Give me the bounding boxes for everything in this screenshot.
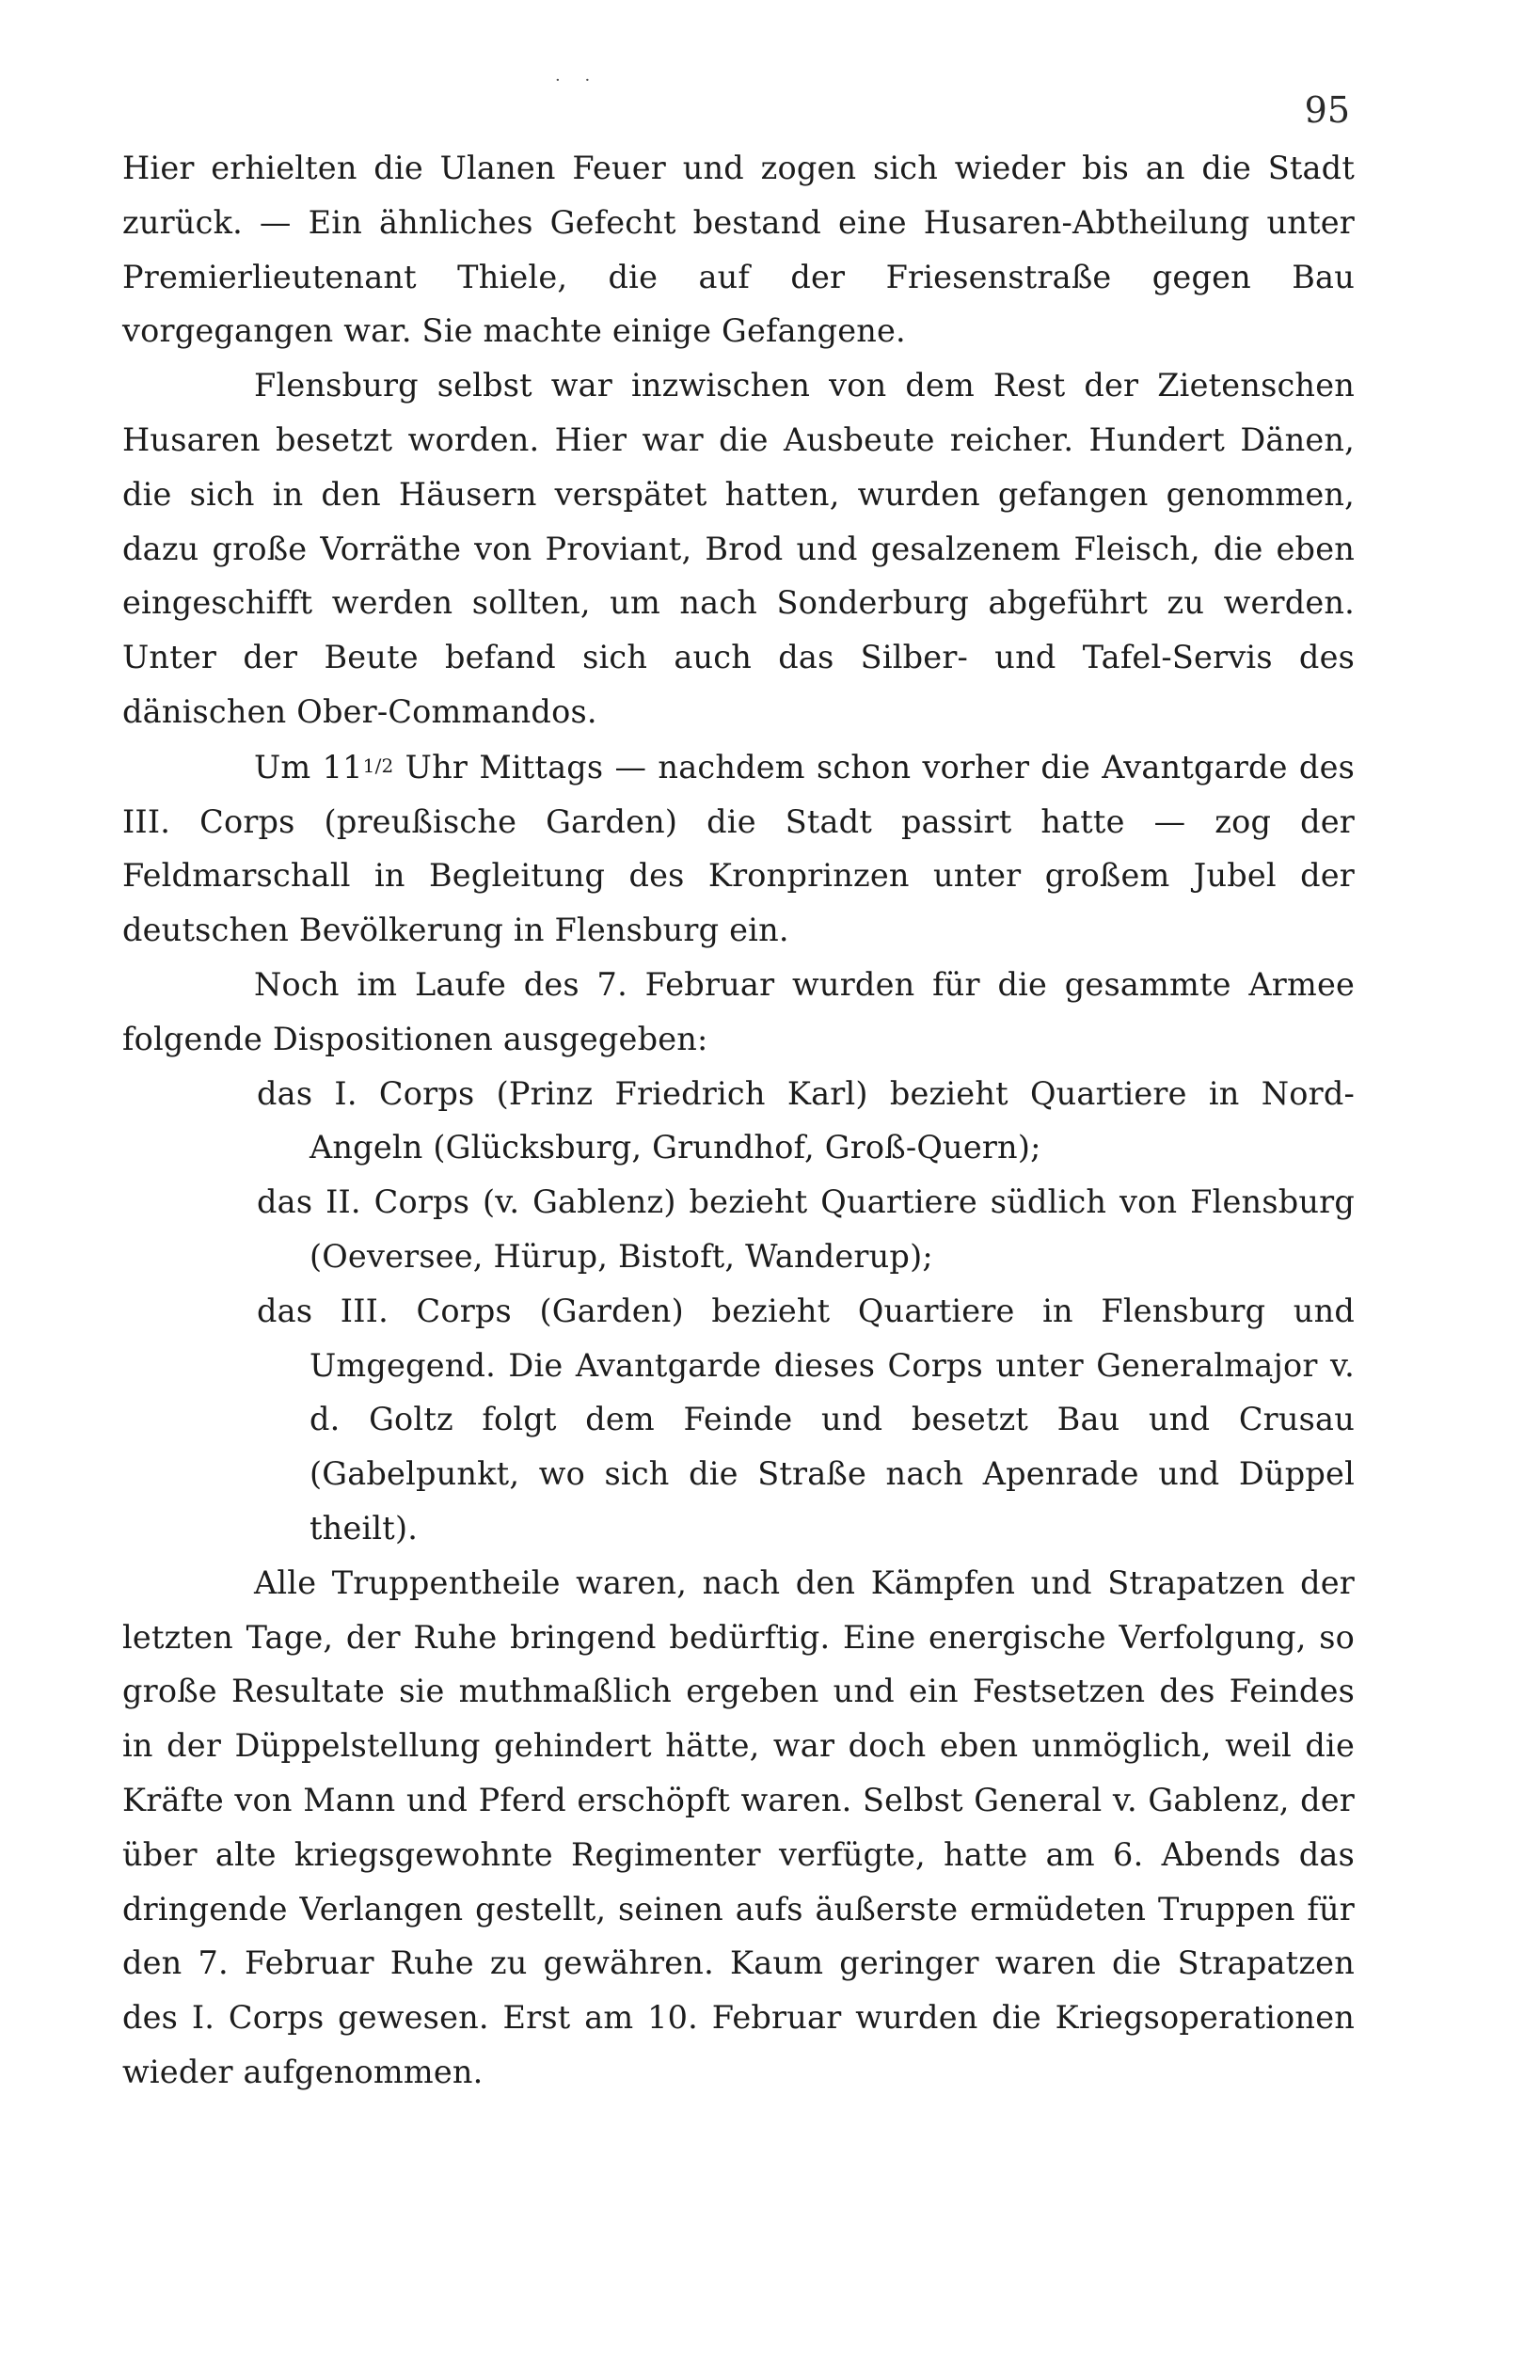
paragraph-3 bbox=[122, 739, 1355, 958]
page-number: 95 bbox=[1304, 89, 1350, 131]
page-specks: · · bbox=[555, 71, 600, 90]
body-text bbox=[122, 141, 1355, 2100]
fraction-half: 1/2 bbox=[362, 754, 394, 777]
disposition-corps-2: das II. Corps (v. Gablenz) bezieht Quartiere südlich von Flensburg (Oeversee, Hürup, Bistoft, Wanderup); bbox=[257, 1183, 1355, 1275]
paragraph-1: Hier erhielten die Ulanen Feuer und zogen sich wieder bis an die Stadt zurück. — Ein ähnliches Gefecht bestand eine Husaren-Abtheilung unter Premierlieutenant Thiele, die auf der Friesenstraße gegen Bau vorgegangen war. Sie machte einige Gefangene. bbox=[122, 150, 1355, 350]
paragraph-3-start: Um 11 bbox=[254, 748, 363, 785]
disposition-corps-3: das III. Corps (Garden) bezieht Quartiere in Flensburg und Umgegend. Die Avantgarde dieses Corps unter Generalmajor v. d. Goltz folgt dem Feinde und besetzt Bau und Crusau (Gabelpunkt, wo sich die Straße nach Apenrade und Düppel theilt). bbox=[257, 1292, 1355, 1547]
paragraph-2: Flensburg selbst war inzwischen von dem Rest der Zietenschen Husaren besetzt worden. Hier war die Ausbeute reicher. Hundert Dänen, die sich in den Häusern verspätet hatten, wurden gefangen genommen, dazu große Vorräthe von Proviant, Brod und gesalzenem Fleisch, die eben eingeschifft werden sollten, um nach Sonderburg abgeführt zu werden. Unter der Beute befand sich auch das Silber- und Tafel-Servis des dänischen Ober-Commandos. bbox=[122, 367, 1355, 730]
paragraph-5: Alle Truppentheile waren, nach den Kämpfen und Strapatzen der letzten Tage, der Ruhe bringend bedürftig. Eine energische Verfolgung, so große Resultate sie muthmaßlich ergeben und ein Festsetzen des Feindes in der Düppelstellung gehindert hätte, war doch eben unmöglich, weil die Kräfte von Mann und Pferd erschöpft waren. Selbst General v. Gablenz, der über alte kriegsgewohnte Regimenter verfügte, hatte am 6. Abends das dringende Verlangen gestellt, seinen aufs äußerste ermüdeten Truppen für den 7. Februar Ruhe zu gewähren. Kaum geringer waren die Strapatzen des I. Corps gewesen. Erst am 10. Februar wurden die Kriegsoperationen wieder aufgenommen. bbox=[122, 1563, 1355, 2090]
paragraph-4: Noch im Laufe des 7. Februar wurden für die gesammte Armee folgende Dispositionen ausgegeben: bbox=[122, 965, 1355, 1057]
disposition-corps-1: das I. Corps (Prinz Friedrich Karl) bezieht Quartiere in Nord-Angeln (Glücksburg, Grundhof, Groß-Quern); bbox=[257, 1074, 1355, 1166]
paragraph-3-rest: Uhr Mittags — nachdem schon vorher die Avantgarde des III. Corps (preußische Garden) die Stadt passirt hatte — zog der Feldmarschall in Begleitung des Kronprinzen unter großem Jubel der deutschen Bevölkerung in Flensburg ein. bbox=[122, 748, 1355, 949]
dispositions-list bbox=[122, 1067, 1355, 1556]
